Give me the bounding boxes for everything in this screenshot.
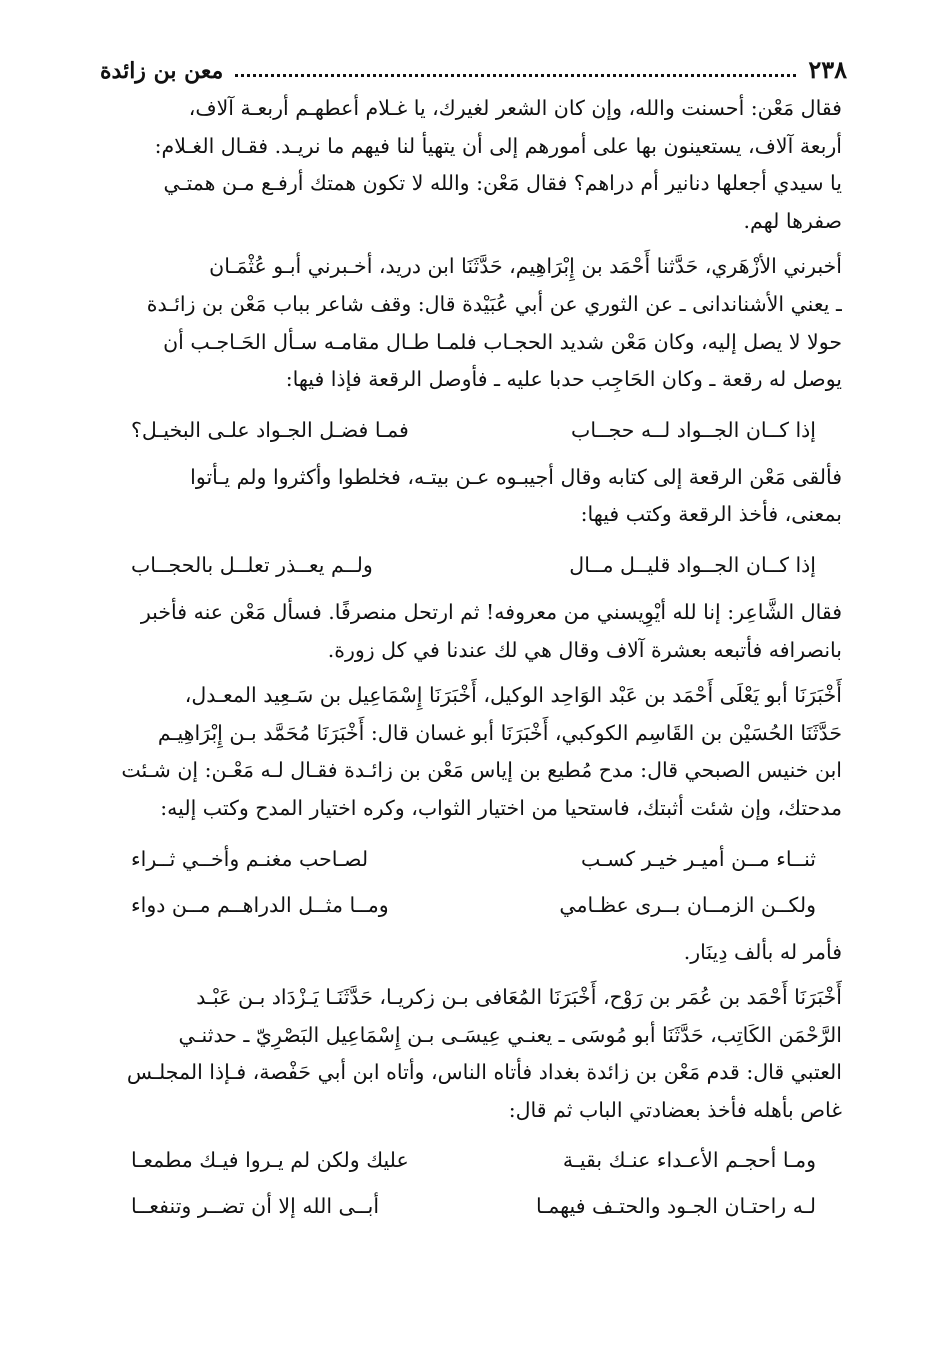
- text-line: ـ يعني الأشناندانى ـ عن الثوري عن أبي عُبَيْدة قال: وقف شاعر بباب مَعْن بن زائـدة: [146, 291, 842, 316]
- page-header: [100, 44, 847, 84]
- text-line: بمعنى، فأخذ الرقعة وكتب فيها:: [580, 502, 842, 527]
- text-line: العتبي قال: قدم مَعْن بن زائدة بغداد فأتاه الناس، وأتاه ابن أبي حَفْصة، فـإذا المجلـس: [126, 1060, 842, 1085]
- verse-line: [105, 882, 842, 928]
- text-line: أخبرني الأزْهَري، حَدَّثنا أَحْمَد بن إِبْرَاهِيم، حَدَّثَنَا ابن دريد، أخـبرني أبـو عُثْمَـان: [209, 254, 842, 279]
- page-number: ٢٣٨: [808, 55, 847, 84]
- text-line: ابن خنيس الصبحي قال: مدح مُطيع بن إياس مَعْن بن زائـدة فقـال لـه مَعْـن: إن شـئت: [121, 758, 842, 783]
- text-line: حَدَّثَنَا الحُسَيْن بن القَاسِم الكوكبي، أَخْبَرَنَا أبو غسان قال: أَخْبَرَنَا مُحَمَّد بـن إِبْرَاهِيـم: [157, 720, 842, 745]
- text-line: الرَّحْمَن الكَاتِب، حَدَّثَنَا أبو مُوسَى ـ يعنـي عِيسَـى بـن إِسْمَاعِيل البَصْرِيّ ـ حدثنـي: [178, 1022, 842, 1047]
- text-line: فقال الشَّاعِر: إنا لله أيْوِيسني من معروفه! ثم ارتحل منصرفًا. فسأل مَعْن عنه فأخبر: [140, 599, 842, 624]
- text-line: فألقى مَعْن الرقعة إلى كتابه وقال أجيبـوه عـن بيتـه، فخلطوا وأكثروا ولم يـأتوا: [190, 464, 842, 489]
- paragraph: [105, 934, 842, 972]
- text-line: يوصل له رقعة ـ وكان الحَاجِب حدبا عليه ـ فأوصل الرقعة فإذا فيها:: [285, 367, 842, 392]
- paragraph: [105, 677, 842, 827]
- verse-second-hemistich: ولــم يعــذر تعلــل بالحجــاب: [131, 552, 373, 577]
- verse-line: [105, 1183, 842, 1229]
- text-line: أربعة آلاف، يستعينون بها على أمورهم إلى أن يتهيأ لنا فيهم ما نريـد. فقـال الغـلام:: [154, 133, 842, 158]
- verse-first-hemistich: ثنــاء مــن أميـر خيـر كسـب: [581, 846, 816, 871]
- verse-first-hemistich: إذا كــان الجــواد لــه حجــاب: [571, 417, 816, 442]
- verse-second-hemistich: أبــى الله إلا أن تضــر وتنفعــا: [131, 1194, 380, 1219]
- verse-first-hemistich: ولكــن الزمــان بــرى عظـامي: [559, 892, 816, 917]
- poem-verse: [105, 407, 842, 453]
- paragraph: [105, 459, 842, 534]
- poem-verse: [105, 836, 842, 928]
- page-body: [105, 90, 842, 1235]
- verse-second-hemistich: عليك ولكن لم يـروا فيـك مطمعـا: [131, 1148, 409, 1173]
- verse-first-hemistich: إذا كــان الجــواد قليــل مــال: [569, 552, 816, 577]
- verse-second-hemistich: فمـا فضـل الجـواد علـى البخيـل؟: [131, 417, 409, 442]
- verse-first-hemistich: لـه راحتـان الجـود والحتـف فيهمـا: [536, 1194, 816, 1219]
- paragraph: [105, 248, 842, 398]
- text-line: يا سيدي أجعلها دنانير أم دراهم؟ فقال مَعْن: والله لا تكون همتك أرفـع مـن همتـي: [163, 171, 842, 196]
- text-line: أَخْبَرَنَا أبو يَعْلَى أَحْمَد بن عَبْد الوَاحِد الوكيل، أَخْبَرَنَا إِسْمَاعِيل بن سَـعِيد المعـدل،: [184, 683, 842, 708]
- verse-line: [105, 1137, 842, 1183]
- text-line: صفرها لهم.: [743, 208, 842, 233]
- verse-second-hemistich: ومــا مثــل الدراهــم مــن دواء: [131, 892, 389, 917]
- text-line: فأمر له بألف دِينَار.: [683, 939, 842, 964]
- header-dot-leader: [235, 74, 796, 77]
- running-title: معن بن زائدة: [100, 58, 224, 84]
- text-line: مدحتك، وإن شئت أثبتك، فاستحيا من اختيار الثواب، وكره اختيار المدح وكتب إليه:: [160, 795, 842, 820]
- verse-first-hemistich: ومـا أحجـم الأعـداء عنـك بقيـة: [562, 1148, 816, 1173]
- paragraph: [105, 979, 842, 1129]
- text-line: بانصرافه فأتبعه بعشرة آلاف وقال هي لك عندنا في كل زورة.: [327, 637, 842, 662]
- text-line: غاص بأهله فأخذ بعضادتي الباب ثم قال:: [508, 1097, 842, 1122]
- poem-verse: [105, 1137, 842, 1229]
- text-line: أَخْبَرَنَا أَحْمَد بن عُمَر بن رَوْح، أَخْبَرَنَا المُعَافى بـن زكريـا، حَدَّثَنَـا يَـزْدَاد بـن عَبْـد: [196, 985, 842, 1010]
- verse-line: [105, 836, 842, 882]
- verse-line: [105, 407, 842, 453]
- paragraph: [105, 594, 842, 669]
- paragraph: [105, 90, 842, 240]
- verse-second-hemistich: لصـاحب مغنـم وأخــي ثــراء: [131, 846, 369, 871]
- text-line: فقال مَعْن: أحسنت والله، وإن كان الشعر لغيرك، يا غـلام أعطهـم أربعـة آلاف،: [188, 96, 842, 120]
- poem-verse: [105, 542, 842, 588]
- text-line: حولا لا يصل إليه، وكان مَعْن شديد الحجـاب فلمـا طـال مقامـه سـأل الحَـاجـب أن: [163, 329, 842, 354]
- verse-line: [105, 542, 842, 588]
